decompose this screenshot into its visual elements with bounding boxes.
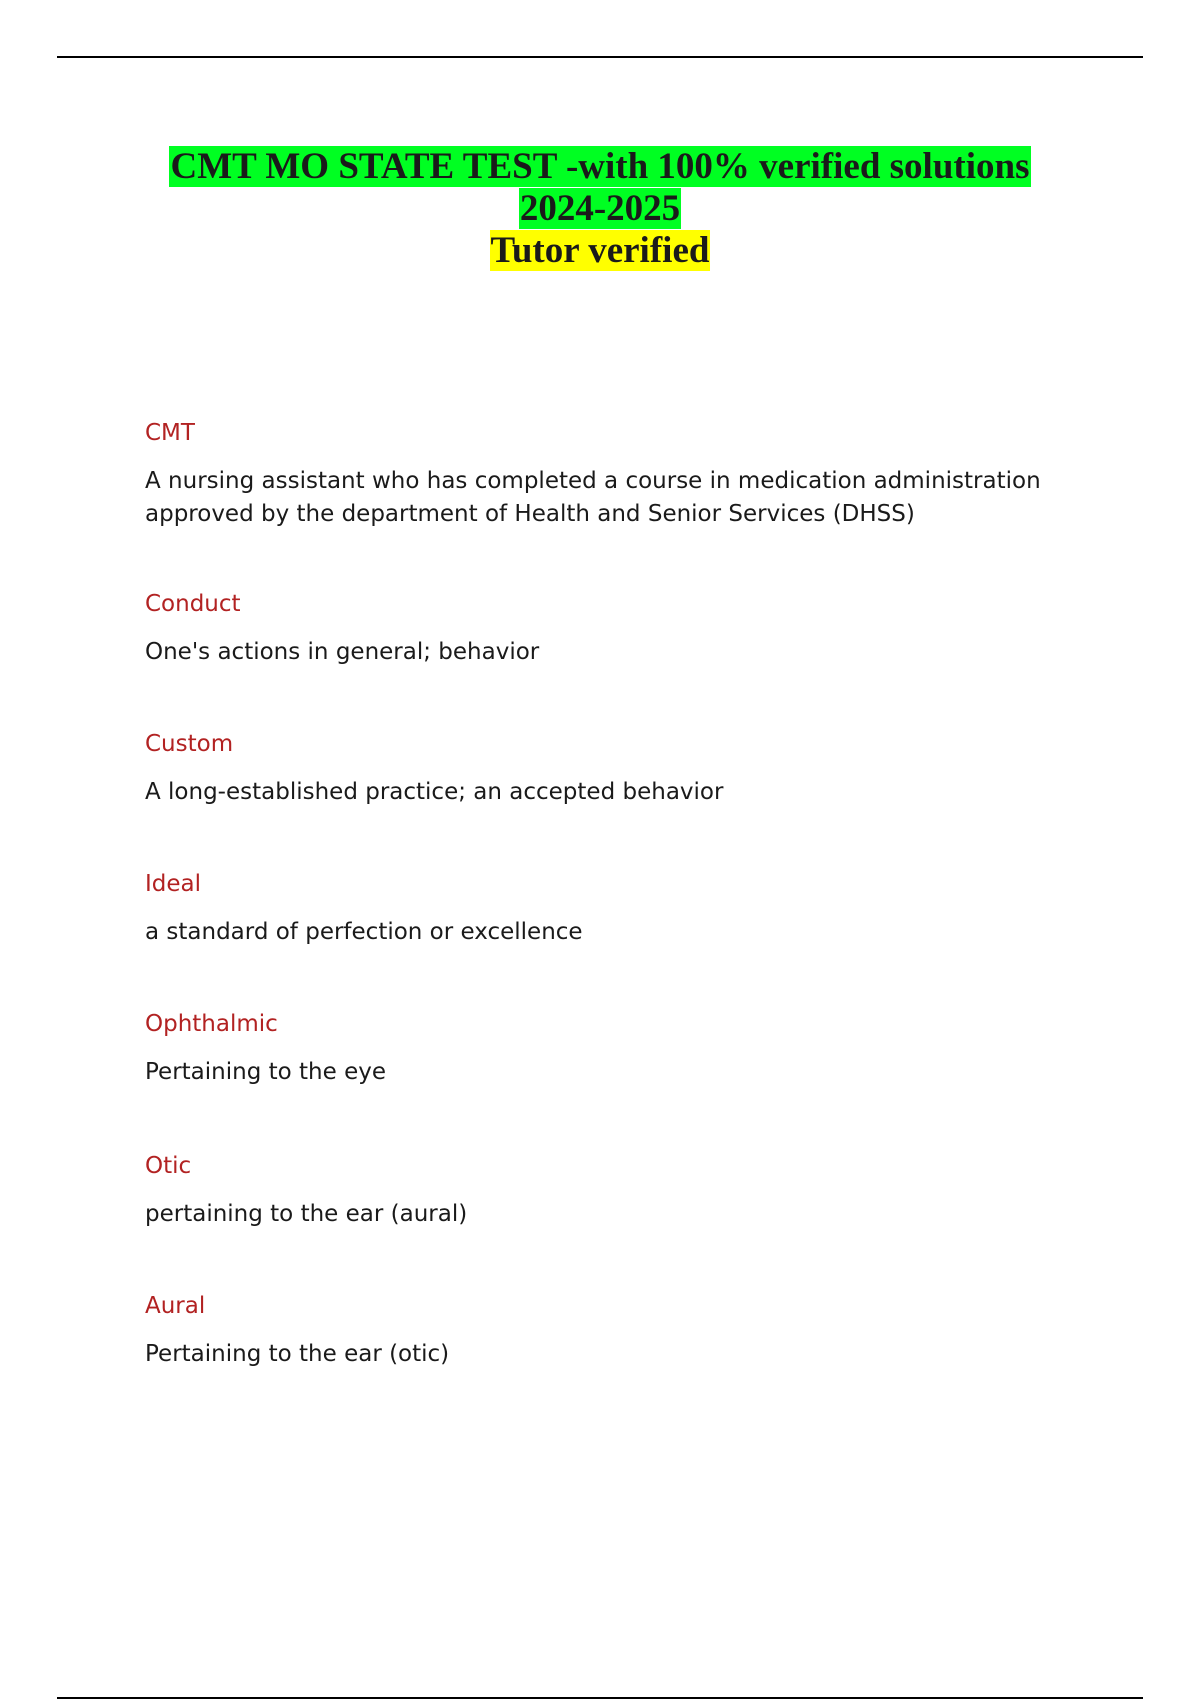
- term: Conduct: [145, 591, 241, 617]
- top-rule: [57, 56, 1143, 58]
- definition: Pertaining to the ear (otic): [145, 1341, 450, 1367]
- definition: A nursing assistant who has completed a course in medication administration approved by the department of Health and Senior Services (DHSS): [145, 468, 1041, 527]
- bottom-rule: [57, 1697, 1143, 1699]
- definition: pertaining to the ear (aural): [145, 1201, 468, 1227]
- term: Ideal: [145, 871, 202, 897]
- flashcard-entry-custom: [145, 729, 1065, 809]
- term: Custom: [145, 731, 234, 757]
- term: Otic: [145, 1153, 192, 1179]
- document-subtitle: Tutor verified: [490, 230, 710, 271]
- subtitle-wrapper: [0, 230, 1200, 272]
- document-header: [0, 146, 1200, 272]
- document-title-line-2: 2024-2025: [519, 188, 681, 229]
- term: Aural: [145, 1293, 206, 1319]
- flashcard-entry-cmt: [145, 418, 1065, 531]
- flashcard-list: [145, 418, 1065, 1371]
- flashcard-entry-otic: [145, 1151, 1065, 1231]
- flashcard-entry-ophthalmic: [145, 1009, 1065, 1089]
- title-line-2-wrapper: [0, 188, 1200, 230]
- flashcard-entry-aural: [145, 1291, 1065, 1371]
- flashcard-entry-ideal: [145, 869, 1065, 949]
- flashcard-entry-conduct: [145, 589, 1065, 669]
- definition: Pertaining to the eye: [145, 1059, 386, 1085]
- document-title-line-1: CMT MO STATE TEST -with 100% verified solutions: [170, 146, 1030, 187]
- definition: A long-established practice; an accepted behavior: [145, 779, 724, 805]
- definition: a standard of perfection or excellence: [145, 919, 583, 945]
- title-line-1-wrapper: [0, 146, 1200, 188]
- term: CMT: [145, 420, 195, 446]
- term: Ophthalmic: [145, 1011, 278, 1037]
- definition: One's actions in general; behavior: [145, 639, 540, 665]
